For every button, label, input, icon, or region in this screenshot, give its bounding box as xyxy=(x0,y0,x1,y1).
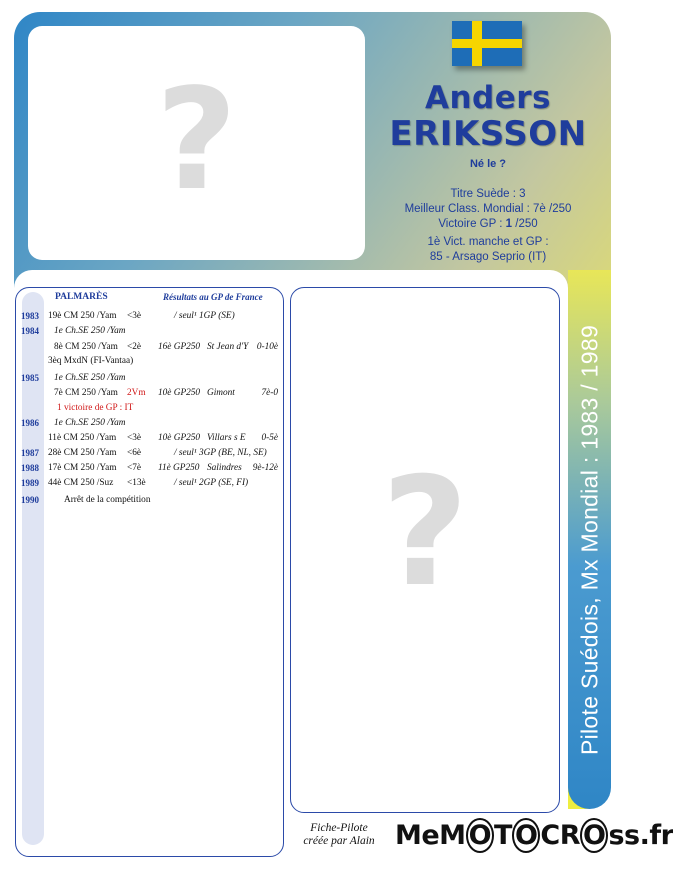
palmares-cell-c: 10è GP250 xyxy=(158,388,201,398)
palmares-cell-e: 0-5è xyxy=(261,433,278,443)
palmares-year: 1983 xyxy=(21,311,39,321)
palmares-row xyxy=(0,431,282,445)
palmares-cell-d: / seul¹ 1GP (SE) xyxy=(174,311,235,321)
birth-date: Né le ? xyxy=(469,158,507,170)
sweden-flag-icon xyxy=(452,21,522,66)
palmares-cell-d: Villars s E xyxy=(207,433,246,443)
fiche-credit-line1: Fiche-Pilote xyxy=(310,822,368,834)
palmares-cell-a: 28è CM 250 /Yam xyxy=(48,448,117,458)
palmares-cell-b: <3è xyxy=(127,311,142,321)
palmares-cell-a: 19è CM 250 /Yam xyxy=(48,311,117,321)
palmares-row xyxy=(0,401,282,415)
palmares-cell-e: 9è-12è xyxy=(252,463,278,473)
rider-first-name: Anders xyxy=(424,80,552,116)
palmares-cell-a: 8è CM 250 /Yam xyxy=(54,342,118,352)
palmares-cell-b: 2Vm xyxy=(127,388,146,398)
stat-first-win-label: 1è Vict. manche et GP : xyxy=(427,236,549,248)
palmares-cell-d: Gimont xyxy=(207,388,235,398)
memotocross-logo xyxy=(395,818,673,854)
palmares-cell-d: Salindres xyxy=(207,463,242,473)
palmares-row xyxy=(0,446,282,460)
stat-first-win-venue: 85 - Arsago Seprio (IT) xyxy=(429,251,547,263)
palmares-year: 1987 xyxy=(21,448,39,458)
palmares-cell-b: <6è xyxy=(127,448,142,458)
question-mark-icon: ? xyxy=(155,59,238,222)
fiche-credit-line2: créée par Alain xyxy=(303,835,375,847)
sidebar-caption-text: Pilote Suédois, Mx Mondial : 1983 / 1989 xyxy=(576,324,603,755)
rider-photo-placeholder xyxy=(28,26,365,260)
palmares-row xyxy=(0,386,282,400)
sidebar-caption xyxy=(569,270,611,809)
palmares-cell-a: 1e Ch.SE 250 /Yam xyxy=(54,373,126,383)
palmares-row xyxy=(0,416,282,430)
palmares-cell-a: 7è CM 250 /Yam xyxy=(54,388,118,398)
palmares-cell-e: 0-10è xyxy=(256,342,278,352)
palmares-cell-d: / seul¹ 2GP (SE, FI) xyxy=(174,478,249,488)
palmares-cell-c: 10è GP250 xyxy=(158,433,201,443)
fiche-credit xyxy=(287,822,391,848)
palmares-year: 1989 xyxy=(21,478,39,488)
palmares-cell-a: 3èq MxdN (FI-Vantaa) xyxy=(48,356,134,366)
palmares-cell-e: 7è-0 xyxy=(261,388,278,398)
action-photo-placeholder xyxy=(290,287,560,813)
stat-titles: Titre Suède : 3 xyxy=(450,188,526,200)
rider-last-name: ERIKSSON xyxy=(389,114,587,154)
palmares-row xyxy=(0,461,282,475)
palmares-cell-b: <3è xyxy=(127,433,142,443)
palmares-cell-a: 1e Ch.SE 250 /Yam xyxy=(54,418,126,428)
palmares-year: 1990 xyxy=(21,495,39,505)
palmares-cell-d: St Jean d'Y xyxy=(207,342,249,352)
palmares-cell-a: Arrêt de la compétition xyxy=(64,495,151,505)
palmares-cell-a: 17è CM 250 /Yam xyxy=(48,463,117,473)
palmares-row xyxy=(0,324,282,338)
palmares-title: PALMARÈS xyxy=(55,292,108,302)
palmares-row xyxy=(0,309,282,323)
palmares-row xyxy=(0,354,282,368)
palmares-cell-a: 1 victoire de GP : IT xyxy=(57,403,134,413)
palmares-cell-b: <7è xyxy=(127,463,142,473)
palmares-row xyxy=(0,493,282,507)
logo-text: MeM O T O CR O ss.fr xyxy=(395,820,673,851)
stat-best-class: Meilleur Class. Mondial : 7è /250 xyxy=(404,203,572,215)
palmares-year: 1985 xyxy=(21,373,39,383)
palmares-cell-a: 11è CM 250 /Yam xyxy=(48,433,117,443)
palmares-cell-a: 1e Ch.SE 250 /Yam xyxy=(54,326,126,336)
palmares-cell-c: 16è GP250 xyxy=(158,342,201,352)
palmares-cell-d: / seul¹ 3GP (BE, NL, SE) xyxy=(174,448,267,458)
gp-france-title: Résultats au GP de France xyxy=(163,292,263,302)
stat-gp-wins: Victoire GP : 1 /250 xyxy=(438,218,538,230)
question-mark-icon: ? xyxy=(381,446,469,620)
palmares-year: 1984 xyxy=(21,326,39,336)
palmares-cell-b: <2è xyxy=(127,342,142,352)
palmares-cell-b: <13è xyxy=(127,478,146,488)
palmares-cell-a: 44è CM 250 /Suz xyxy=(48,478,114,488)
palmares-cell-c: 11è GP250 xyxy=(158,463,200,473)
palmares-year: 1988 xyxy=(21,463,39,473)
palmares-row xyxy=(0,371,282,385)
palmares-year: 1986 xyxy=(21,418,39,428)
palmares-row xyxy=(0,340,282,354)
palmares-row xyxy=(0,476,282,490)
